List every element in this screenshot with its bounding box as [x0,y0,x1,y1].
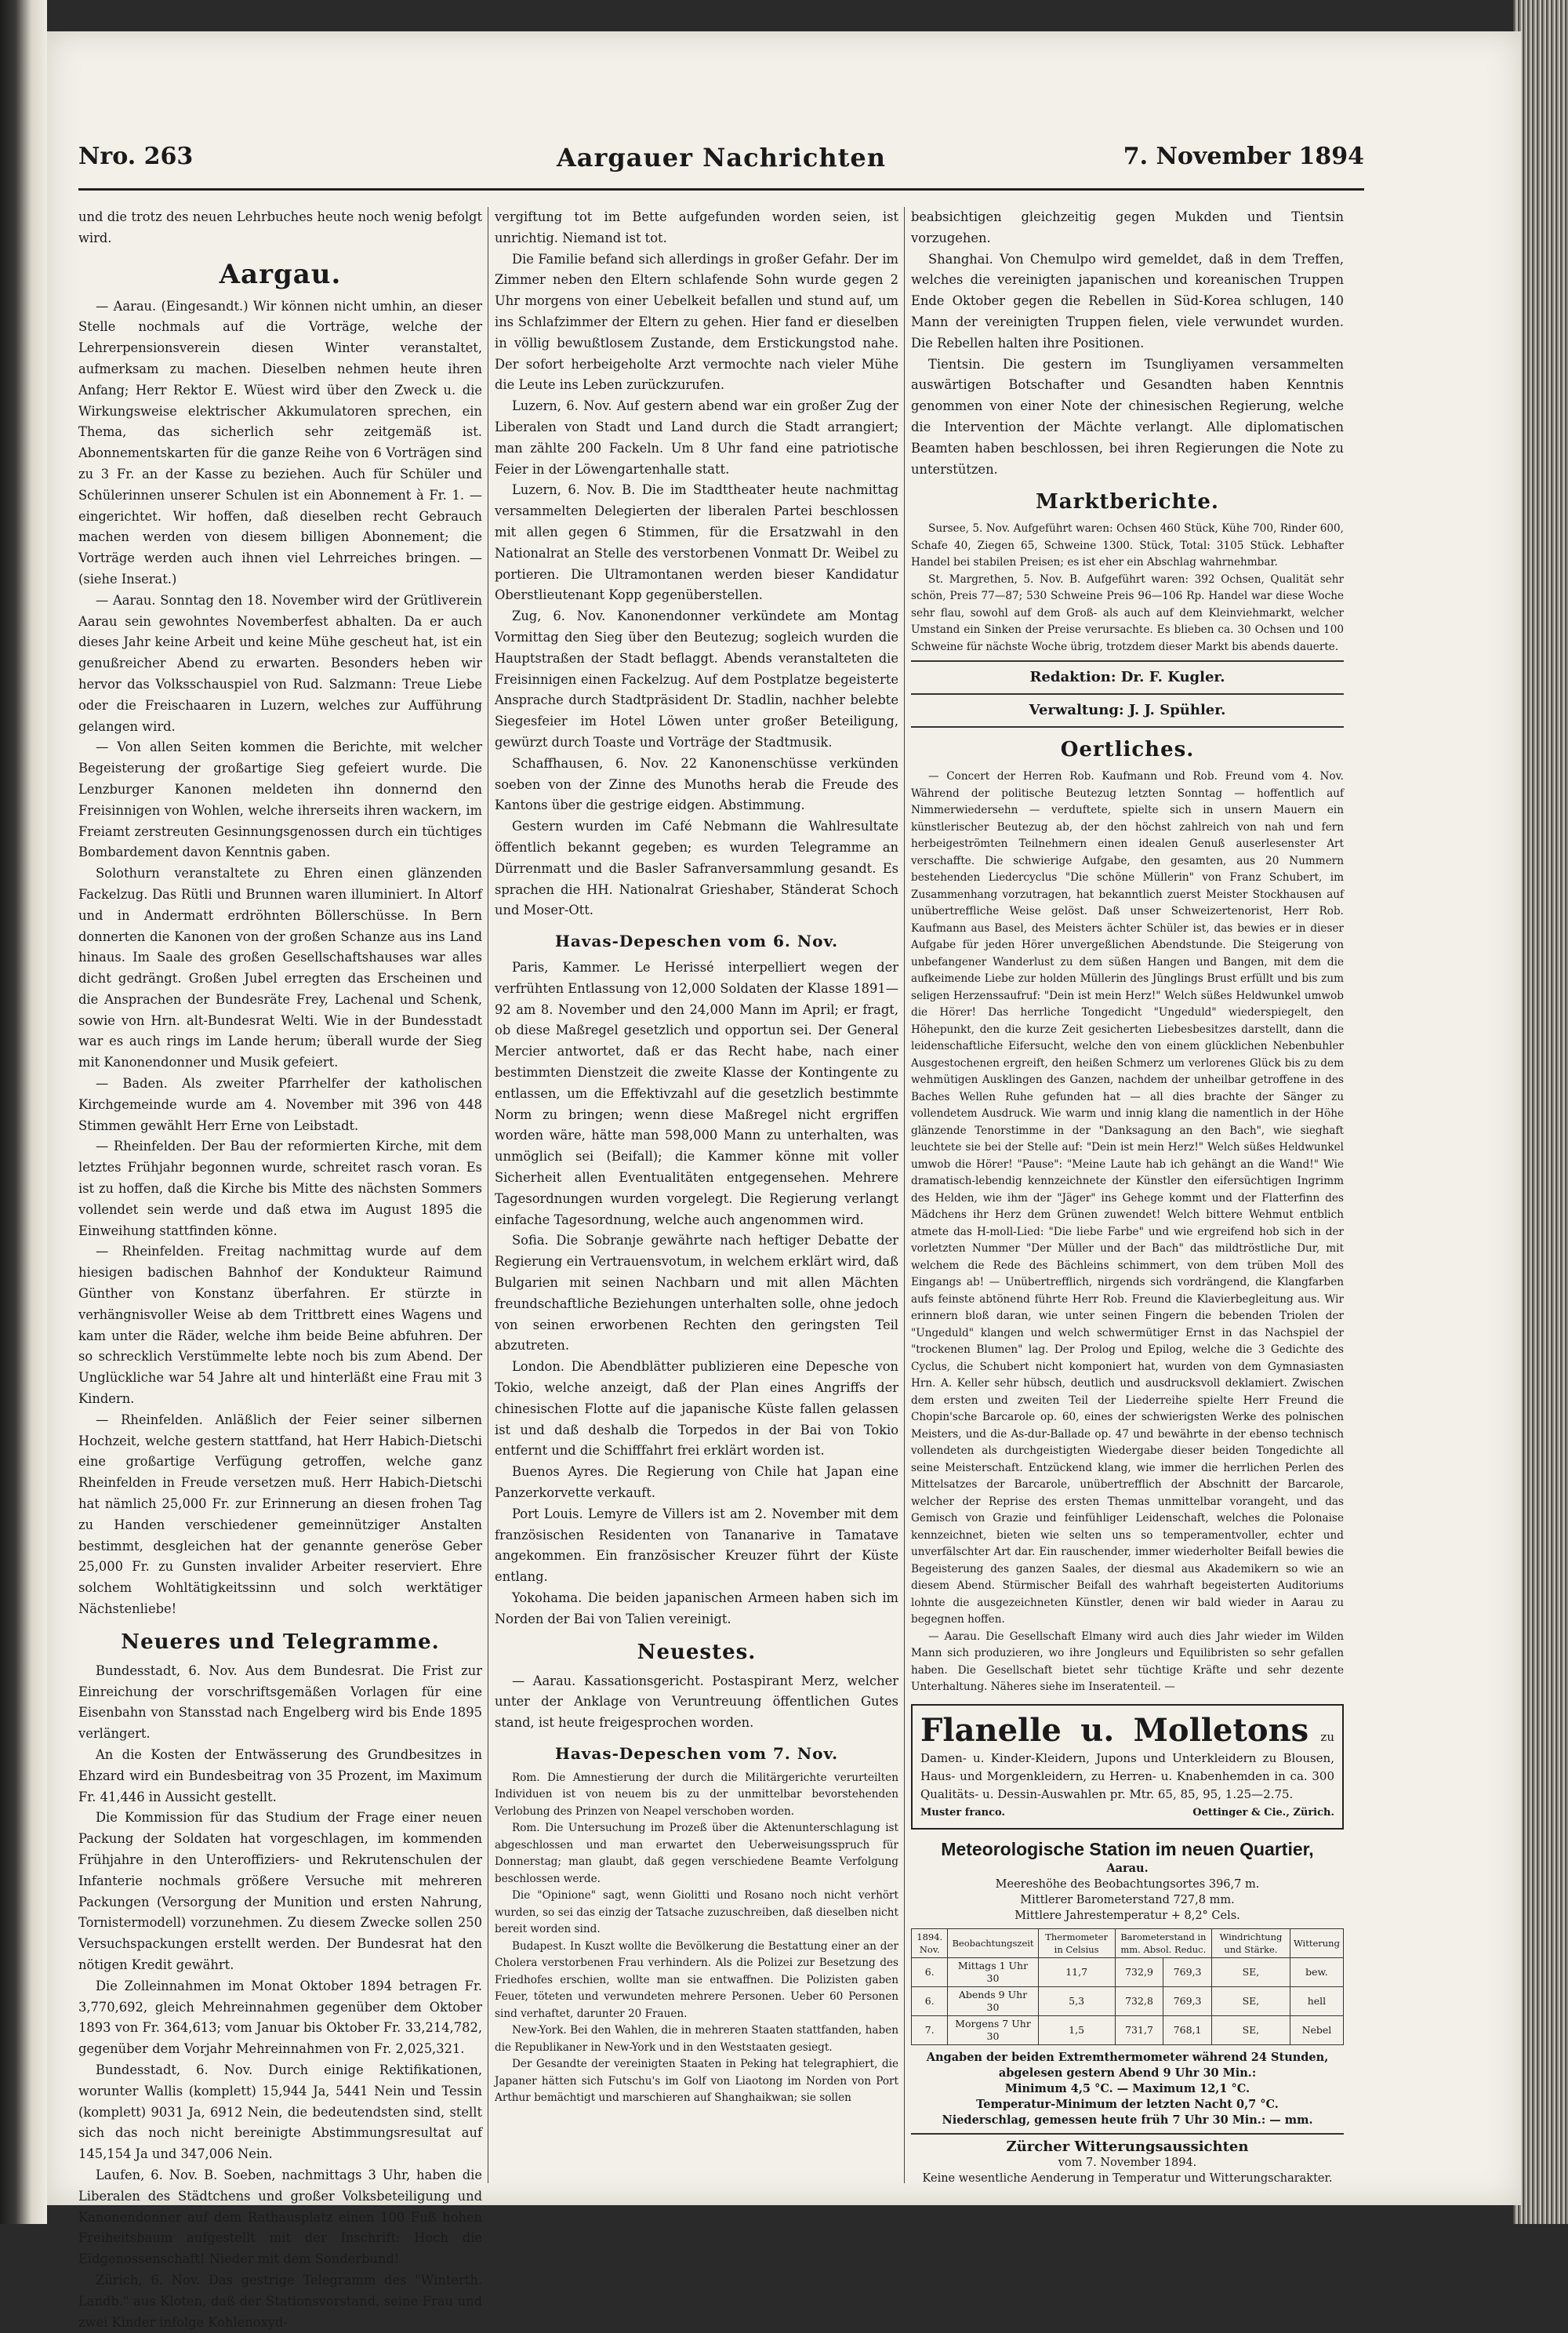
col-header: Thermometer in Celsius [1038,1928,1115,1957]
market-report: St. Margrethen, 5. Nov. B. Aufgeführt waren: 392 Ochsen, Qualität sehr schön, Preis 77—87; 530 Schweine Preis 96—106 Rp. Handel war diese Woche sehr flau, sowohl auf dem Groß- als auch auf dem Kleinviehmarkt, welcher Umstand ein Sinken der Preise verursachte. Es blieben ca. 30 Ochsen und 100 Schweine für nächste Woche übrig, trotzdem dieser Markt bis abends dauerte. [911,572,1344,653]
cell: SE, [1211,1986,1290,2015]
article-text: New-York. Bei den Wahlen, die in mehreren Staaten stattfanden, haben die Republikaner in New-York und in den Weststaaten gesiegt. [495,2024,898,2054]
newspaper-page [47,31,1521,2330]
article-text: — Von allen Seiten kommen die Berichte, mit welcher Begeisterung der großartige Sieg gefeiert wurde. Die Lenzburger Kanonen meldeten ihn donnernd den Freisinnigen von Wohlen, welche ihrerseits ihren wackern, im Freiamt zerstreuten Gesinnungsgenossen durch ein tüchtiges Bombardement davon Kenntnis gaben. [78,740,482,860]
cell: Nebel [1290,2015,1343,2044]
article-text: Buenos Ayres. Die Regierung von Chile hat Japan eine Panzerkorvette verkauft. [495,1464,898,1501]
header-rule [78,188,1364,191]
article-text: An die Kosten der Entwässerung des Grundbesitzes in Ehzard wird ein Bundesbeitrag von 35 Prozent, im Maximum Fr. 41,446 in Aussicht gestellt. [78,1746,482,1804]
cell: 769,3 [1163,1986,1212,2015]
article-text: Sofia. Die Sobranje gewährte nach heftiger Debatte der Regierung ein Vertrauensvotum, in welchem erklärt wird, daß Bulgarien mit seinen Nachbarn und mit allen Mächten freundschaftliche Beziehungen unterhalten solle, ohne jedoch von seinen erworbenen Rechten den geringsten Teil abzutreten. [495,1233,898,1354]
cell: SE, [1211,2015,1290,2044]
article-text: — Baden. Als zweiter Pfarrhelfer der katholischen Kirchgemeinde wurde am 4. November mit 396 von 448 Stimmen gewählt Herr Erne von Leibstadt. [78,1076,482,1133]
weather-station [911,1837,1344,2186]
column-3 [911,207,1344,2199]
cell: 11,7 [1038,1957,1115,1986]
article-text: Zug, 6. Nov. Kanonendonner verkündete am Montag Vormittag den Sieg über den Beutezug; sogleich wurden die Hauptstraßen der Stadt beflaggt. Abends veranstalteten die Freisinnigen einen Fackelzug. Auf dem Postplatze begeisterte Ansprache durch Stadtpräsident Dr. Stadlin, nachher belebte Siegesfeier im Hotel Löwen unter großer Beteiligung, gewürzt durch Toaste und Vorträge der Stadtmusik. [495,609,898,750]
col-header: Witterung [1290,1928,1343,1957]
weather-footnote: Temperatur-Minimum der letzten Nacht 0,7 °C. [976,2097,1279,2111]
cell: Mittags 1 Uhr 30 [948,1957,1038,1986]
cell: hell [1290,1986,1343,2015]
article-text: Solothurn veranstaltete zu Ehren einen glänzenden Fackelzug. Das Rütli und Brunnen waren illuminiert. In Altorf und in Andermatt erdröhnten Böllerschüsse. In Bern donnerten die Kanonen von der großen Schanze aus ins Land hinaus. Im Saale des großen Gesellschaftshauses war alles dicht gedrängt. Großen Jubel erregten das Erscheinen und die Ansprachen der Bundesräte Frey, Lachenal und Schenk, sowie von Hrn. alt-Bundesrat Welti. Wie in der Bundesstadt war es auch rings im Lande herum; überall wurde der Sieg mit Kanonendonner und Musik gefeiert. [78,866,482,1070]
divider [911,2133,1344,2135]
col-header: Barometerstand in mm. Absol. Reduc. [1115,1928,1211,1957]
weather-info: Mittlerer Barometerstand 727,8 mm. [1020,1893,1235,1906]
article-text: Luzern, 6. Nov. Auf gestern abend war ein großer Zug der Liberalen von Stadt und Land durch die Stadt arrangiert; man zählte 200 Fackeln. Um 8 Uhr fand eine patriotische Feier in der Löwengartenhalle statt. [495,398,898,477]
section-heading-aargau: Aargau. [219,258,342,290]
cell: Abends 9 Uhr 30 [948,1986,1038,2015]
article-text: — Aarau. (Eingesandt.) Wir können nicht umhin, an dieser Stelle nochmals auf die Vorträge, welche der Lehrerpensionsverein diesen Winter veranstaltet, aufmerksam zu machen. Dieselben nehmen heute ihren Anfang; Herr Rektor E. Wüest wird über den Zweck u. die Wirkungsweise elektrischer Akkumulatoren sprechen, ein Thema, das sicherlich sehr zeitgemäß ist. Abonnementskarten für die ganze Reihe von 6 Vorträgen sind zu 3 Fr. an der Kasse zu beziehen. Auch für Schüler und Schülerinnen unserer Schulen ist ein Abonnement à Fr. 1. — eingerichtet. Wir hoffen, daß dieselben recht Gebrauch machen werden von diesem billigen Abonnement; die Vorträge werden auch ihnen viel Lehrreiches bringen. — (siehe Inserat.) [78,298,482,587]
col-header: Windrichtung und Stärke. [1211,1928,1290,1957]
ad-firm: Oettinger & Cie., Zürich. [1192,1806,1334,1819]
article-text: Budapest. In Kuszt wollte die Bevölkerung die Bestattung einer an der Cholera verstorbenen Frau verhindern. Als die Polizei zur Besetzung des Friedhofes erschien, wollte man sie entwaffnen. Die Polizisten gaben Feuer, töteten und verwundeten mehrere Personen. Ueber 60 Personen sind verhaftet, darunter 20 Frauen. [495,1939,898,2020]
article-text: Die Zolleinnahmen im Monat Oktober 1894 betragen Fr. 3,770,692, gleich Mehreinnahmen gegenüber dem Oktober 1893 von Fr. 364,613; vom Januar bis Oktober Fr. 33,214,782, gegenüber dem Vorjahr Mehreinnahmen von Fr. 2,025,321. [78,1978,482,2057]
section-heading-havas-6: Havas-Depeschen vom 6. Nov. [554,932,839,951]
article-text: — Aarau. Sonntag den 18. November wird der Grütliverein Aarau sein gewohntes Novemberfest abhalten. Da er auch dieses Jahr keine Arbeit und keine Mühe gescheut hat, ist ein genußreicher Abend zu erwarten. Besonders heben wir hervor das Volksschauspiel von Rud. Salzmann: Treue Liebe oder die Freischaaren in Luzern, welches zur Aufführung gelangen wird. [78,592,482,734]
cell: 732,9 [1115,1957,1163,1986]
ad-muster: Muster franco. [920,1806,1006,1819]
article-text: Paris, Kammer. Le Herissé interpelliert wegen der verfrühten Entlassung von 12,000 Soldaten der Klasse 1891—92 am 8. November und den 24,000 Mann im April; er fragt, ob diese Maßregel gesetzlich und opportun sei. Der General Mercier antwortet, daß er das Recht habe, nach einer bestimmten Dienstzeit die zweite Klasse der Kontingente zu entlassen, um die Effektivzahl auf die gesetzlich bestimmte Norm zu bringen; wenn diese Maßregel nicht ergriffen worden wäre, hätte man 598,000 Mann zu unterhalten, was unmöglich sei (Beifall); die Kammer könne mit voller Sicherheit allen Eventualitäten entgegensehen. Mehrere Tagesordnungen wurden vorgelegt. Die Regierung verlangt einfache Tagesordnung, welche auch angenommen wird. [495,960,898,1227]
cell: 731,7 [1115,2015,1163,2044]
col-header: 1894. Nov. [912,1928,948,1957]
cell: Morgens 7 Uhr 30 [948,2015,1038,2044]
column-1 [78,207,482,2330]
issue-date: 7. November 1894 [1123,143,1364,170]
article-text: — Rheinfelden. Der Bau der reformierten Kirche, mit dem letztes Frühjahr begonnen wurde, schreitet rasch voran. Es ist zu hoffen, daß die Kirche bis Mitte des nächsten Sommers vollendet sein werde und daß etwa im August 1895 die Einweihung stattfinden könne. [78,1139,482,1238]
local-notice: — Aarau. Die Gesellschaft Elmany wird auch dies Jahr wieder im Wilden Mann sich produzieren, wo ihre Jongleurs und Equilibristen so sehr gefallen haben. Die Gesellschaft bietet sehr tüchtige Kräfte und sehr dezente Unterhaltung. Näheres siehe im Inseratenteil. — [911,1630,1344,1694]
article-text: Der Gesandte der vereinigten Staaten in Peking hat telegraphiert, die Japaner hätten sich Futschu's im Golf von Liaotong im Norden von Port Arthur bemächtigt und marschieren auf Shanghaikwan; sie sollen [495,2058,898,2105]
administration-credit: Verwaltung: J. J. Spühler. [1029,702,1226,719]
section-heading-havas-7: Havas-Depeschen vom 7. Nov. [554,1743,839,1763]
cell: SE, [1211,1957,1290,1986]
article-text: Luzern, 6. Nov. B. Die im Stadttheater heute nachmittag versammelten Delegierten der liberalen Partei beschlossen mit allen gegen 6 Stimmen, für die Ersatzwahl in den Nationalrat an Stelle des verstorbenen Vonmatt Dr. Weibel zu portieren. Die Ultramontanen werden bieser Kandidatur Oberstlieutenant Kopp gegenüberstellen. [495,482,898,603]
masthead [78,143,1364,190]
weather-footnote: Minimum 4,5 °C. — Maximum 12,1 °C. [1004,2081,1250,2095]
article-text: Yokohama. Die beiden japanischen Armeen haben sich im Norden der Bai von Talien vereinigt. [495,1590,898,1626]
table-row [912,2015,1344,2044]
weather-footnote: Niederschlag, gemessen heute früh 7 Uhr 30 Min.: — mm. [942,2113,1313,2127]
weather-footnote: Angaben der beiden Extremthermometer während 24 Stunden, abgelesen gestern Abend 9 Uhr 30 Min.: [926,2050,1329,2080]
forecast-text: Keine wesentliche Aenderung in Temperatur und Witterungscharakter. [922,2171,1333,2185]
article-text: Bundesstadt, 6. Nov. Durch einige Rektifikationen, worunter Wallis (komplett) 15,944 Ja, 5441 Nein und Tessin (komplett) 9031 Ja, 6912 Nein, die bedeutendsten sind, stellt sich das noch nicht bereinigte Abstimmungsresultat auf 145,154 Ja und 347,006 Nein. [78,2062,482,2162]
section-heading-neuestes: Neuestes. [637,1640,757,1664]
editor-credit: Redaktion: Dr. F. Kugler. [1029,669,1225,686]
table-row [912,1957,1344,1986]
newspaper-title: Aargauer Nachrichten [556,143,887,173]
col-header: Beobachtungszeit [948,1928,1038,1957]
ad-text: zu Damen- u. Kinder-Kleidern, Jupons und Unterkleidern zu Blousen, Haus- und Morgenkleidern, zu Herren- u. Knabenhemden in ca. 300 Qualitäts- u. Dessin-Auswahlen pr. Mtr. 65, 85, 95, 1.25—2.75. [920,1729,1334,1801]
article-text: Schaffhausen, 6. Nov. 22 Kanonenschüsse verkünden soeben von der Zinne des Munoths herab die Freude des Kantons über die gestrige eidgen. Abstimmung. [495,755,898,813]
scan-page-stack-edge [1513,0,1568,2224]
divider [911,693,1344,695]
forecast-date: vom 7. November 1894. [1058,2156,1197,2169]
article-text: Bundesstadt, 6. Nov. Aus dem Bundesrat. Die Frist zur Einreichung der vorschriftsgemäßen Vorlagen für eine Eisenbahn von Stansstad nach Engelberg wird bis Ende 1895 verlängert. [78,1663,482,1742]
cell: 768,1 [1163,2015,1212,2044]
article-text: vergiftung tot im Bette aufgefunden worden seien, ist unrichtig. Niemand ist tot. [495,209,898,245]
section-heading-marktberichte: Marktberichte. [1036,490,1219,514]
weather-table [911,1928,1344,2045]
cell: 5,3 [1038,1986,1115,2015]
forecast-title: Zürcher Witterungsaussichten [1006,2138,1249,2155]
article-text: Die Familie befand sich allerdings in großer Gefahr. Der im Zimmer neben den Eltern schlafende Sohn wurde gegen 2 Uhr morgens von einer Uebelkeit befallen und stund auf, um ins Schlafzimmer der Eltern zu gehen. Hier fand er dieselben in völlig bewußtlosem Zustande, dem Erstickungstod nahe. Der sofort herbeigeholte Arzt vermochte nach vieler Mühe die Leute ins Leben zurückzurufen. [495,251,898,393]
table-row [912,1986,1344,2015]
weather-info: Mittlere Jahrestemperatur + 8,2° Cels. [1014,1909,1240,1922]
article-text: beabsichtigen gleichzeitig gegen Mukden und Tientsin vorzugehen. [911,209,1344,245]
article-text: — Rheinfelden. Anläßlich der Feier seiner silbernen Hochzeit, welche gestern stattfand, hat Herr Habich-Dietschi eine großartige Verfügung getroffen, welche ganz Rheinfelden in Freude versetzen muß. Herr Habich-Dietschi hat nämlich 25,000 Fr. zur Erinnerung an diesen frohen Tag zu Handen verschiedener gemeinnütziger Anstalten bestimmt, desgleichen hat der genannte generöse Geber 25,000 Fr. zu Gunsten invalider Arbeiter reserviert. Ehre solchem Wohltätigkeitssinn und solch werktätiger Nächstenliebe! [78,1412,482,1616]
weather-place: Aarau. [1106,1861,1149,1875]
ad-headline: Flanelle u. Molletons [920,1711,1309,1749]
article-text: London. Die Abendblätter publizieren eine Depesche von Tokio, welche anzeigt, daß der Plan eines Angriffs der chinesischen Flotte auf die japanische Küste fallen gelassen ist und daß deshalb die Torpedos in der Bai von Tokio entfernt und die Schifffahrt frei erklärt worden ist. [495,1359,898,1459]
article-text: Shanghai. Von Chemulpo wird gemeldet, daß in dem Treffen, welches die vereinigten japanischen und koreanischen Truppen Ende Oktober gegen die Rebellen in Süd-Korea schlugen, 140 Mann der vereinigten Truppen fielen, viele verwundet wurden. Die Rebellen halten ihre Positionen. [911,251,1344,351]
cell: 6. [912,1957,948,1986]
divider [911,660,1344,662]
divider [911,726,1344,728]
market-report: Sursee, 5. Nov. Aufgeführt waren: Ochsen 460 Stück, Kühe 700, Rinder 600, Schafe 40, Ziegen 65, Schweine 1300. Stück, Total: 3105 Stück. Lebhafter Handel bei stabilen Preisen; es ist eher ein Abschlag wahrnehmbar. [911,522,1344,569]
advertisement-flanelle [911,1704,1344,1830]
article-text: — Aarau. Kassationsgericht. Postaspirant Merz, welcher unter der Anklage von Veruntreuung öffentlichen Gutes stand, ist heute freigesprochen worden. [495,1673,898,1731]
section-heading-neueres: Neueres und Telegramme. [121,1630,440,1654]
article-text: Zürich, 6. Nov. Das gestrige Telegramm des "Winterth. Landb." aus Kloten, daß der Stationsvorstand, seine Frau und zwei Kinder infolge Kohlenoxyd- [78,2272,482,2330]
cell: 732,8 [1115,1986,1163,2015]
cell: 6. [912,1986,948,2015]
article-text: Port Louis. Lemyre de Villers ist am 2. November mit dem französischen Residenten von Tananarive in Tamatave angekommen. Ein französischer Kreuzer führt der Küste entlang. [495,1506,898,1585]
article-text: Rom. Die Amnestierung der durch die Militärgerichte verurteilten Individuen ist von neuem bis zu der unmittelbar bevorstehenden Verlobung des Prinzen von Neapel verschoben worden. [495,1771,898,1818]
scan-left-edge [0,0,47,2224]
article-text: Rom. Die Untersuchung im Prozeß über die Aktenunterschlagung ist abgeschlossen und man erwartet den Ueberweisungsspruch für Donnerstag; man glaubt, daß gegen verschiedene Beamte Verfolgung beschlossen werde. [495,1822,898,1885]
cell: 1,5 [1038,2015,1115,2044]
article-text: Die "Opinione" sagt, wenn Giolitti und Rosano noch nicht verhört wurden, so sei das einzig der Tatsache zuzuschreiben, daß dieselben nicht bereit worden sind. [495,1889,898,1936]
column-2 [495,207,898,2199]
page-number: Nro. 263 [78,143,194,170]
weather-info: Meereshöhe des Beobachtungsortes 396,7 m. [995,1877,1260,1891]
cell: bew. [1290,1957,1343,1986]
cell: 7. [912,2015,948,2044]
article-text: Laufen, 6. Nov. B. Soeben, nachmittags 3 Uhr, haben die Liberalen des Städtchens und großer Volksbeteiligung und Kanonendonner auf dem Rathausplatz einen 100 Fuß hohen Freiheitsbaum aufgestellt mit der Inschrift: Hoch die Eidgenossenschaft! Nieder mit dem Sonderbund! [78,2167,482,2267]
concert-review: — Concert der Herren Rob. Kaufmann und Rob. Freund vom 4. Nov. Während der politische Beutezug letzten Sonntag — hoffentlich auf Nimmerwiedersehn — verduftete, spielte sich in unsern Mauern ein künstlerischer Beutezug ab, der den höchst zahlreich von nah und fern herbeigeströmten Teilnehmern einen idealen Genuß auserlesenster Art verschaffte. Die schwierige Aufgabe, den gesamten, aus 20 Nummern bestehenden Liedercyclus "Die schöne Müllerin" von Franz Schubert, im Zusammenhang vorzutragen, hat bekanntlich zuerst Meister Stockhausen auf unübertreffliche Weise gelöst. Daß unser Schweizertenorist, Herr Rob. Kaufmann aus Basel, des Meisters ächter Schüler ist, das bewies er in dieser Aufgabe für jeden Hörer unvergeßlichen Abendstunde. Die Steigerung von unbefangener Wanderlust zu dem süßen Hangen und Bangen, mit dem die aufkeimende Liebe zur holden Müllerin des Jünglings Brust erfüllt und bis zum seligen Herzenssaufruf: "Dein ist mein Herz!" Welch süßes Heldwunkel umwob die Hörer! Das herrliche Tongedicht "Ungeduld" wiederspiegelt, den Höhepunkt, den die kurze Zeit gesicherten Liebesbesitzes darstellt, dann die leidenschaftliche Eifersucht, welche den von einem glücklichen Nebenbuhler Ausgestochenen ergreift, den heißen Schmerz um verlorenes Glück bis zu dem wehmütigen Ausklingen des Ganzen, nachdem der unheilbar getroffene in des Baches Wellen Ruhe gefunden hat — all dies brachte der Sänger zu vollendetem Ausdruck. Wie warm und innig klang die namentlich in der Höhe glänzende Tenorstimme in der "Danksagung an den Bach", wie sieghaft leuchtete sie bei der Stelle auf: "Dein ist mein Herz!" Welch süßes Heldwunkel umwob die Hörer! "Pause": "Meine Laute hab ich gehängt an die Wand!" Wie dramatisch-lebendig kennzeichnete der Künstler den eifersüchtigen Ingrimm des Helden, wie ihm der "Jäger" ins Gehege kommt und der Flatterfinn des Mädchens ihr Herz dem Grünen zuwendet! Welch bittere Wehmut entblich atmete das H-moll-Lied: "Die liebe Farbe" und wie ergreifend hob sich in der vorletzten Nummer "Der Müller und der Bach" das mildtröstliche Dur, mit welchem die Rede des Bächleins schimmert, von dem trüben Moll des Eingangs ab! — Unübertrefflich, nirgends sich vordrängend, die Klangfarben aufs feinste abtönend führte Herr Rob. Freund die Klavierbegleitung aus. Wir erinnern bloß daran, wie unter seinen Fingern die bebenden Triolen der "Ungeduld" klangen und welch schwermütiger Ernst in das Nachspiel der "trockenen Blumen" lag. Der Prolog und Epilog, welche die 3 Gedichte des Cyclus, die Schubert nicht komponiert hat, wurden von dem Gymnasiasten Hrn. A. Keller sehr hübsch, deutlich und ausdrucksvoll deklamiert. Zwischen dem ersten und zweiten Teil der Liederreihe spielte Herr Freund die Chopin'sche Barcarole op. 60, eines der schwierigsten Werke des polnischen Meisters, und die As-dur-Ballade op. 47 und bewährte in der ebenso technisch vollendeten als durchgeistigten Wiedergabe dieser beiden Tongedichte all seine Meisterschaft. Entzückend klang, wie immer die herrlichen Perlen des Mittelsatzes der Barcarole, unübertrefflich der Abschnitt der Barcarole, welcher der Reprise des ersten Themas unmittelbar vorangeht, und das Gemisch von Grazie und feinfühliger Leidenschaft, welches die Polonaise kennzeichnet, bieten wie selten uns so temperamentvoller, echter und unverfälschter Art dar. Ein rauschender, immer wiederholter Beifall bewies die Begeisterung des ganzen Saales, der diesmal aus Akademikern so wie an diesem Abend. Stürmischer Beifall des wahrhaft begeisterten Auditoriums lohnte die ausgezeichneten Künstler, denen wir bald wieder in Aarau zu begegnen hoffen. [911,770,1344,1626]
weather-title: Meteorologische Station im neuen Quartier, [941,1838,1314,1859]
cell: 769,3 [1163,1957,1212,1986]
section-heading-oertliches: Oertliches. [1060,738,1195,762]
column-rule [904,207,905,2183]
article-text: Die Kommission für das Studium der Frage einer neuen Packung der Soldaten hat vorgeschlagen, im kommenden Frühjahre in den Unteroffiziers- und Rekrutenschulen der Infanterie nochmals größere Versuche mit mehreren Packungen (Versorgung der Munition und ersten Nahrung, Tornistermodell) vorzunehmen. Zu diesem Zwecke sollen 250 Versuchspackungen erstellt werden. Der Bundesrat hat den nötigen Kredit gewährt. [78,1810,482,1972]
article-text: Gestern wurden im Café Nebmann die Wahlresultate öffentlich bekannt gegeben; es wurden Telegramme an Dürrenmatt und die Basler Safranversammlung gesandt. Es sprachen die HH. Nationalrat Grieshaber, Ständerat Schoch und Moser-Ott. [495,819,898,918]
article-text: und die trotz des neuen Lehrbuches heute noch wenig befolgt wird. [78,209,482,245]
article-text: Tientsin. Die gestern im Tsungliyamen versammelten auswärtigen Botschafter und Gesandten haben Kenntnis genommen von einer Note der chinesischen Regierung, welche die Intervention der Mächte verlangt. Alle diplomatischen Beamten haben beschlossen, bei ihren Regierungen die Note zu unterstützen. [911,356,1344,477]
article-text: — Rheinfelden. Freitag nachmittag wurde auf dem hiesigen badischen Bahnhof der Kondukteur Raimund Günther von Konstanz überfahren. Er stürzte in verhängnisvoller Weise ab dem Trittbrett eines Wagens und kam unter die Räder, welche ihm beide Beine abfuhren. Der so schrecklich Verstümmelte lebte noch bis zum Abend. Der Unglückliche war 54 Jahre alt und hinterläßt eine Frau mit 3 Kindern. [78,1244,482,1407]
